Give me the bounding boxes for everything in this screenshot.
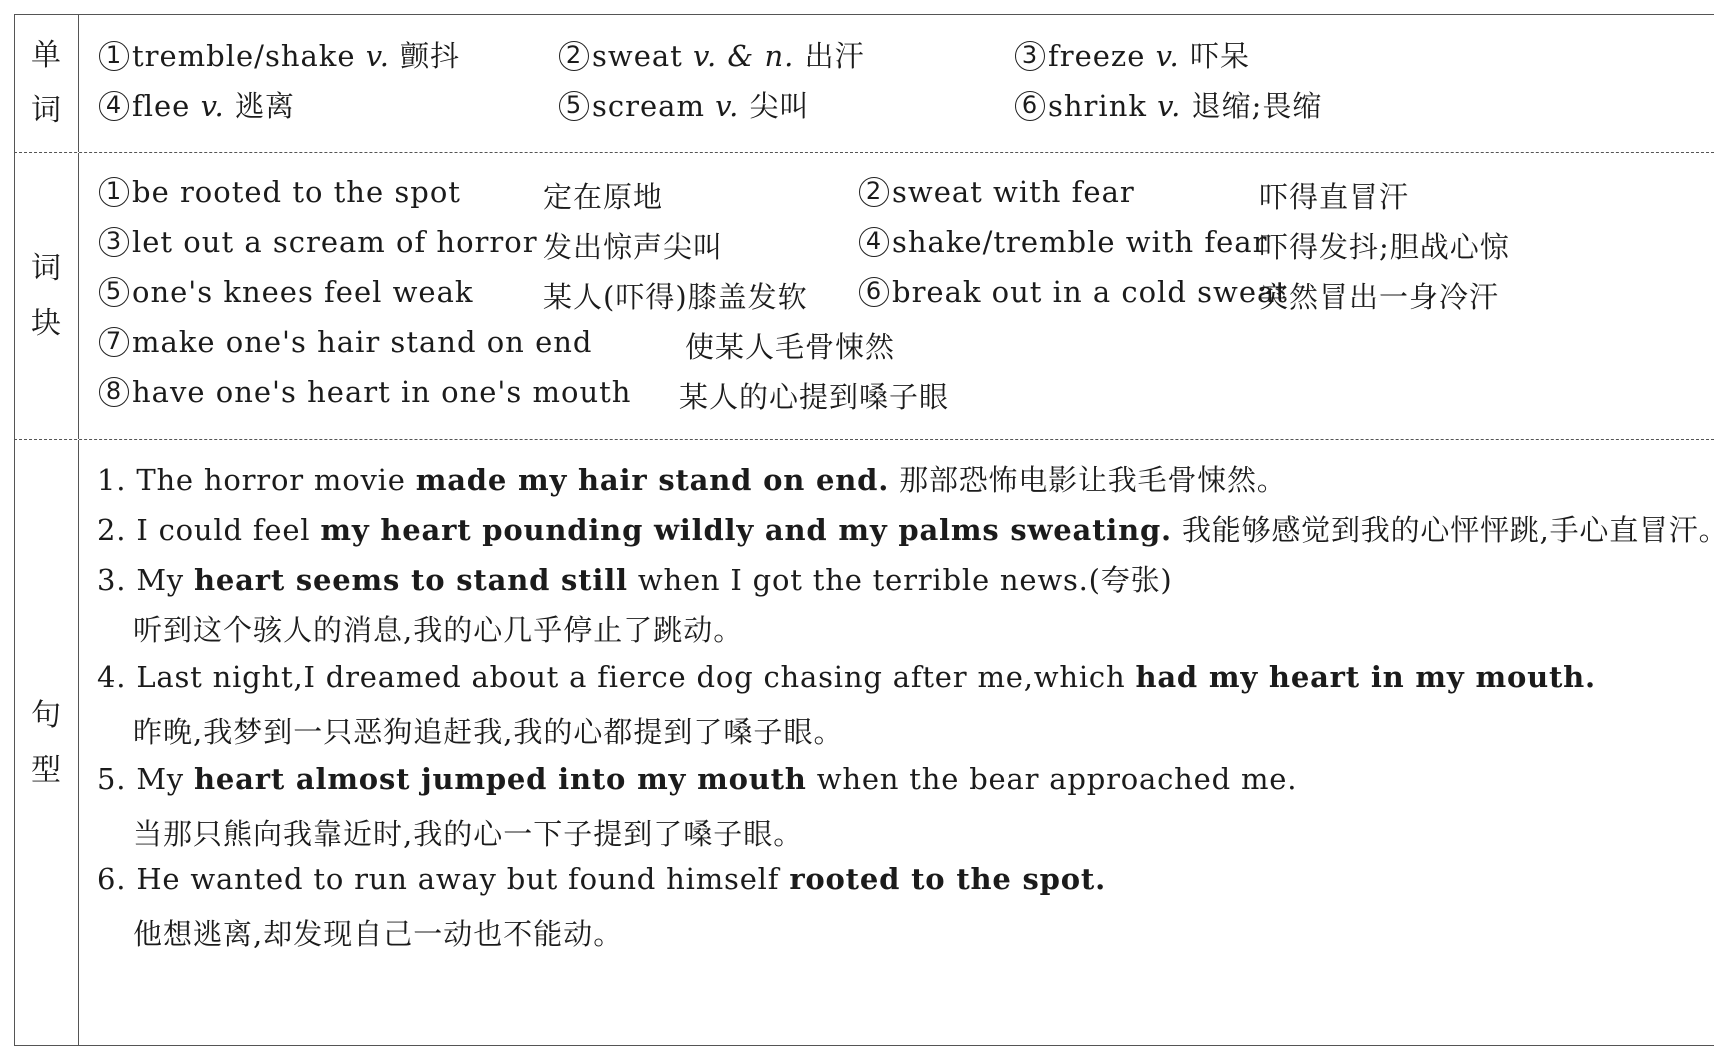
chunk-en-text: sweat with fear — [892, 175, 1135, 209]
sentences-section — [14, 439, 1728, 1046]
chunk-cn: 吓得发抖;胆战心惊 — [1259, 230, 1510, 264]
chunk-en — [99, 175, 461, 209]
label-char: 词 — [31, 251, 61, 286]
label-char: 词 — [31, 93, 61, 128]
chunk-cn: 某人(吓得)膝盖发软 — [543, 280, 808, 314]
word-cn: 尖叫 — [749, 89, 810, 123]
chunk-en — [99, 375, 631, 409]
circled-number: 6 — [1015, 91, 1045, 121]
sentence-bold: heart almost jumped into my mouth — [194, 762, 807, 796]
word-pos: v. — [1157, 89, 1182, 123]
sentence-text: The horror movie — [136, 463, 416, 497]
word-cn: 出汗 — [804, 39, 865, 73]
sentence-text: 那部恐怖电影让我毛骨悚然。 — [889, 463, 1287, 497]
circled-number: 4 — [859, 227, 889, 257]
label-char: 单 — [31, 38, 61, 73]
word-pos: v. & n. — [693, 39, 795, 73]
chunk-en — [99, 225, 538, 259]
chunks-section — [14, 152, 1714, 439]
circled-number: 2 — [559, 41, 589, 71]
word-en: sweat — [592, 39, 683, 73]
word-pos: v. — [200, 89, 225, 123]
chunk-en-text: one's knees feel weak — [132, 275, 474, 309]
chunk-en — [99, 275, 473, 309]
sentence-number: 3. — [97, 563, 127, 597]
sentence-bold: my heart pounding wildly and my palms sweating. — [320, 513, 1172, 547]
word-pos: v. — [365, 39, 390, 73]
circled-number: 5 — [99, 277, 129, 307]
chunk-cn: 某人的心提到嗓子眼 — [679, 380, 950, 414]
word-pos: v. — [715, 89, 740, 123]
word-cn: 退缩;畏缩 — [1191, 89, 1323, 123]
word-item — [99, 84, 295, 125]
chunk-cn: 使某人毛骨悚然 — [685, 330, 896, 364]
sentence-text: My — [136, 563, 195, 597]
word-en: shrink — [1048, 89, 1147, 123]
sentence-cn: 昨晚,我梦到一只恶狗追赶我,我的心都提到了嗓子眼。 — [133, 715, 844, 749]
chunk-cn: 突然冒出一身冷汗 — [1259, 280, 1500, 314]
sentence-bold: had my heart in my mouth. — [1135, 660, 1596, 694]
label-char: 块 — [31, 306, 61, 341]
word-en: flee — [132, 89, 191, 123]
sentence-en — [97, 458, 1287, 499]
chunk-en-text: shake/tremble with fear — [892, 225, 1268, 259]
circled-number: 6 — [859, 277, 889, 307]
sentence-number: 1. — [97, 463, 127, 497]
sentence-text: I could feel — [136, 513, 321, 547]
chunk-en-text: make one's hair stand on end — [132, 325, 593, 359]
sentence-bold: heart seems to stand still — [194, 563, 628, 597]
chunk-cn: 发出惊声尖叫 — [543, 230, 724, 264]
circled-number: 5 — [559, 91, 589, 121]
chunk-en-text: be rooted to the spot — [132, 175, 461, 209]
chunk-en — [859, 225, 1267, 259]
words-section — [14, 14, 1714, 152]
sentence-text: 我能够感觉到我的心怦怦跳,手心直冒汗。 — [1171, 513, 1728, 547]
circled-number: 3 — [1015, 41, 1045, 71]
sentence-number: 6. — [97, 862, 127, 896]
circled-number: 4 — [99, 91, 129, 121]
chunk-en-text: let out a scream of horror — [132, 225, 538, 259]
sentence-number: 4. — [97, 660, 127, 694]
sentence-number: 5. — [97, 762, 127, 796]
chunks-section-label — [14, 153, 79, 439]
word-en: freeze — [1048, 39, 1146, 73]
sentence-number: 2. — [97, 513, 127, 547]
label-char: 句 — [31, 698, 61, 733]
sentence-en — [97, 762, 1297, 796]
chunks-content — [79, 153, 1714, 439]
word-cn: 颤抖 — [400, 39, 461, 73]
sentence-cn: 当那只熊向我靠近时,我的心一下子提到了嗓子眼。 — [133, 817, 804, 851]
word-cn: 逃离 — [234, 89, 295, 123]
sentence-bold: rooted to the spot. — [789, 862, 1106, 896]
chunk-en-text: have one's heart in one's mouth — [132, 375, 632, 409]
words-section-label — [14, 14, 79, 152]
chunk-cn: 定在原地 — [543, 180, 664, 214]
chunk-en — [99, 325, 592, 359]
word-en: tremble/shake — [132, 39, 356, 73]
word-pos: v. — [1155, 39, 1180, 73]
sentence-en — [97, 862, 1106, 896]
sentences-content — [79, 440, 1728, 1046]
word-item — [559, 34, 865, 75]
chunk-cn: 吓得直冒汗 — [1259, 180, 1410, 214]
vocabulary-table — [14, 14, 1728, 1046]
sentence-cn: 他想逃离,却发现自己一动也不能动。 — [133, 917, 624, 951]
chunk-en-text: break out in a cold sweat — [892, 275, 1288, 309]
sentence-en — [97, 660, 1596, 694]
sentence-text: when I got the terrible news.(夸张) — [627, 563, 1173, 597]
word-item — [1015, 34, 1250, 75]
sentences-section-label — [14, 440, 79, 1046]
words-content — [79, 14, 1714, 152]
circled-number: 8 — [99, 377, 129, 407]
label-char: 型 — [31, 753, 61, 788]
circled-number: 1 — [99, 41, 129, 71]
word-item — [99, 34, 460, 75]
circled-number: 3 — [99, 227, 129, 257]
sentence-text: He wanted to run away but found himself — [136, 862, 790, 896]
sentence-text: My — [136, 762, 195, 796]
sentence-text: when the bear approached me. — [806, 762, 1298, 796]
circled-number: 7 — [99, 327, 129, 357]
word-item — [1015, 84, 1322, 125]
sentence-text: Last night,I dreamed about a fierce dog chasing after me,which — [136, 660, 1136, 694]
sentence-en — [97, 558, 1173, 599]
chunk-en — [859, 275, 1288, 309]
chunk-en — [859, 175, 1135, 209]
circled-number: 1 — [99, 177, 129, 207]
sentence-en — [97, 508, 1728, 549]
word-cn: 吓呆 — [1189, 39, 1250, 73]
circled-number: 2 — [859, 177, 889, 207]
word-en: scream — [592, 89, 705, 123]
sentence-cn: 听到这个骇人的消息,我的心几乎停止了跳动。 — [133, 613, 744, 647]
sentence-bold: made my hair stand on end. — [415, 463, 890, 497]
word-item — [559, 84, 810, 125]
